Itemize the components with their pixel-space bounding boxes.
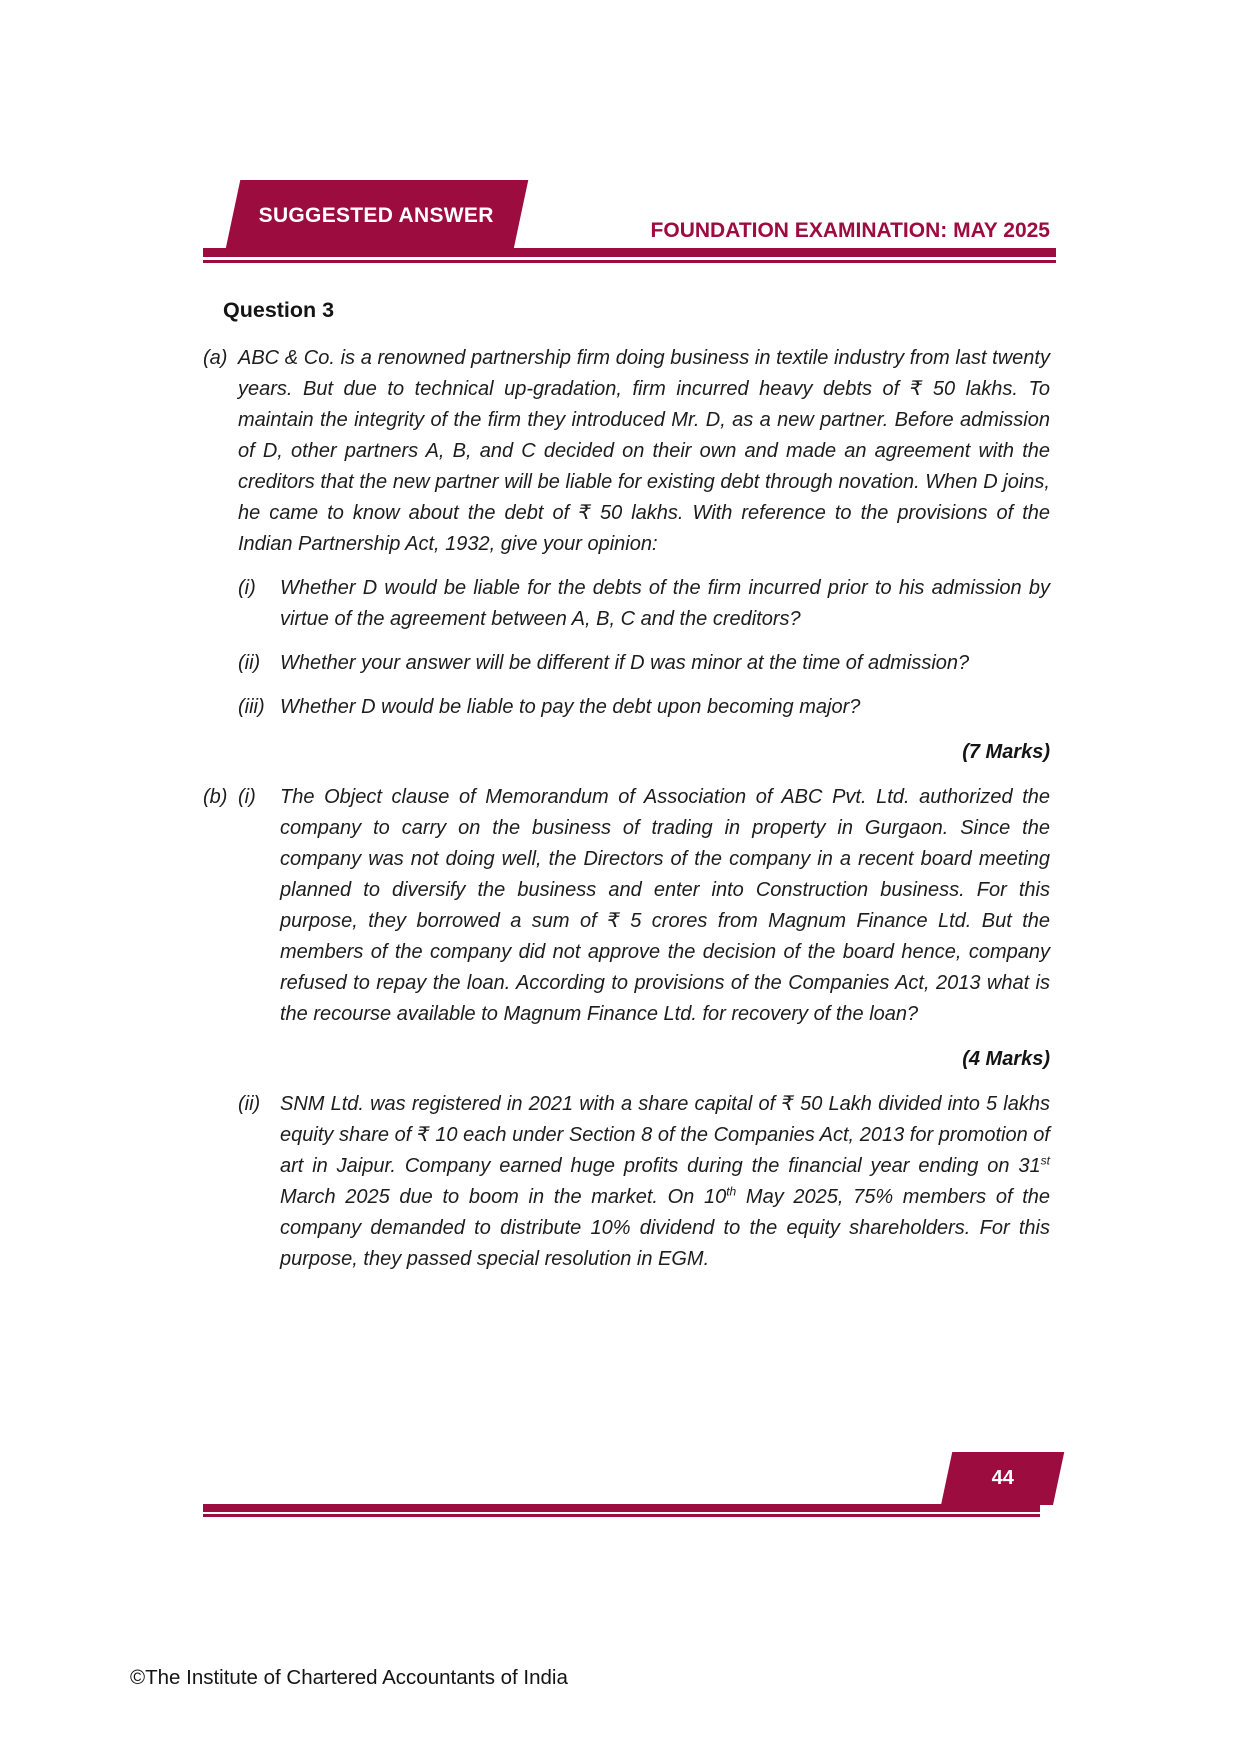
part-a-item-iii [238,692,1050,723]
part-a-intro: ABC & Co. is a renowned partnership firm doing business in textile industry from last twenty years. But due to technical up-gradation, firm incurred heavy debts of ₹ 50 lakhs. To maintain the integrity of the firm they introduced Mr. D, as a new partner. Before admission of D, other partners A, B, and C decided on their own and made an agreement with the creditors that the new partner will be liable for existing debt through novation. When D joins, he came to know about the debt of ₹ 50 lakhs. With reference to the provisions of the Indian Partnership Act, 1932, give your opinion: [238,347,1050,555]
part-b-item-ii [238,1089,1050,1275]
part-a-item-ii-label: (ii) [238,652,261,674]
part-b-item-i [238,782,1050,1030]
footer-rule-thick [203,1504,1040,1512]
suggested-answer-badge [225,180,528,252]
page-number-tab [941,1452,1064,1505]
part-a-item-i-text: Whether D would be liable for the debts of the firm incurred prior to his admission by virtue of the agreement between A, B, C and the creditors? [280,577,1050,630]
question-heading: Question 3 [223,298,335,322]
part-a-item-iii-text: Whether D would be liable to pay the debt upon becoming major? [280,696,861,718]
header-rule-thin [203,260,1056,263]
part-b-item-i-marks: (4 Marks) [962,1048,1050,1070]
part-b-item-i-label: (i) [238,786,256,808]
part-b-item-i-text: The Object clause of Memorandum of Association of ABC Pvt. Ltd. authorized the company to carry on the business of trading in property in Gurgaon. Since the company was not doing well, the Directors of the company in a recent board meeting planned to diversify the business and enter into Construction business. For this purpose, they borrowed a sum of ₹ 5 crores from Magnum Finance Ltd. But the members of the company did not approve the decision of the board hence, company refused to repay the loan. According to provisions of the Companies Act, 2013 what is the recourse available to Magnum Finance Ltd. for recovery of the loan? [280,786,1050,1025]
exam-title: FOUNDATION EXAMINATION: MAY 2025 [650,219,1050,242]
part-a-item-ii-text: Whether your answer will be different if D was minor at the time of admission? [280,652,970,674]
part-a [203,343,1050,723]
part-a-label: (a) [203,347,228,369]
part-b [203,782,1050,1275]
header-rule-thick [203,248,1056,257]
copyright-notice: ©The Institute of Chartered Accountants of India [130,1666,568,1689]
part-a-item-i [238,573,1050,635]
part-b-label: (b) [203,786,228,808]
footer-rule-thin [203,1514,1040,1517]
part-b-item-ii-text: SNM Ltd. was registered in 2021 with a share capital of ₹ 50 Lakh divided into 5 lakhs equity share of ₹ 10 each under Section 8 of the Companies Act, 2013 for promotion of art in Jaipur. Company earned huge profits during the financial year ending on 31st March 2025 due to boom in the market. On 10th May 2025, 75% members of the company demanded to distribute 10% dividend to the equity shareholders. For this purpose, they passed special resolution in EGM. [280,1093,1050,1270]
part-a-item-iii-label: (iii) [238,696,265,718]
part-b-item-ii-label: (ii) [238,1093,261,1115]
page-number: 44 [991,1467,1014,1489]
part-a-item-i-label: (i) [238,577,256,599]
part-a-item-ii [238,648,1050,679]
part-a-marks: (7 Marks) [962,741,1050,763]
badge-label: SUGGESTED ANSWER [259,204,495,227]
question-content [203,298,1050,1275]
